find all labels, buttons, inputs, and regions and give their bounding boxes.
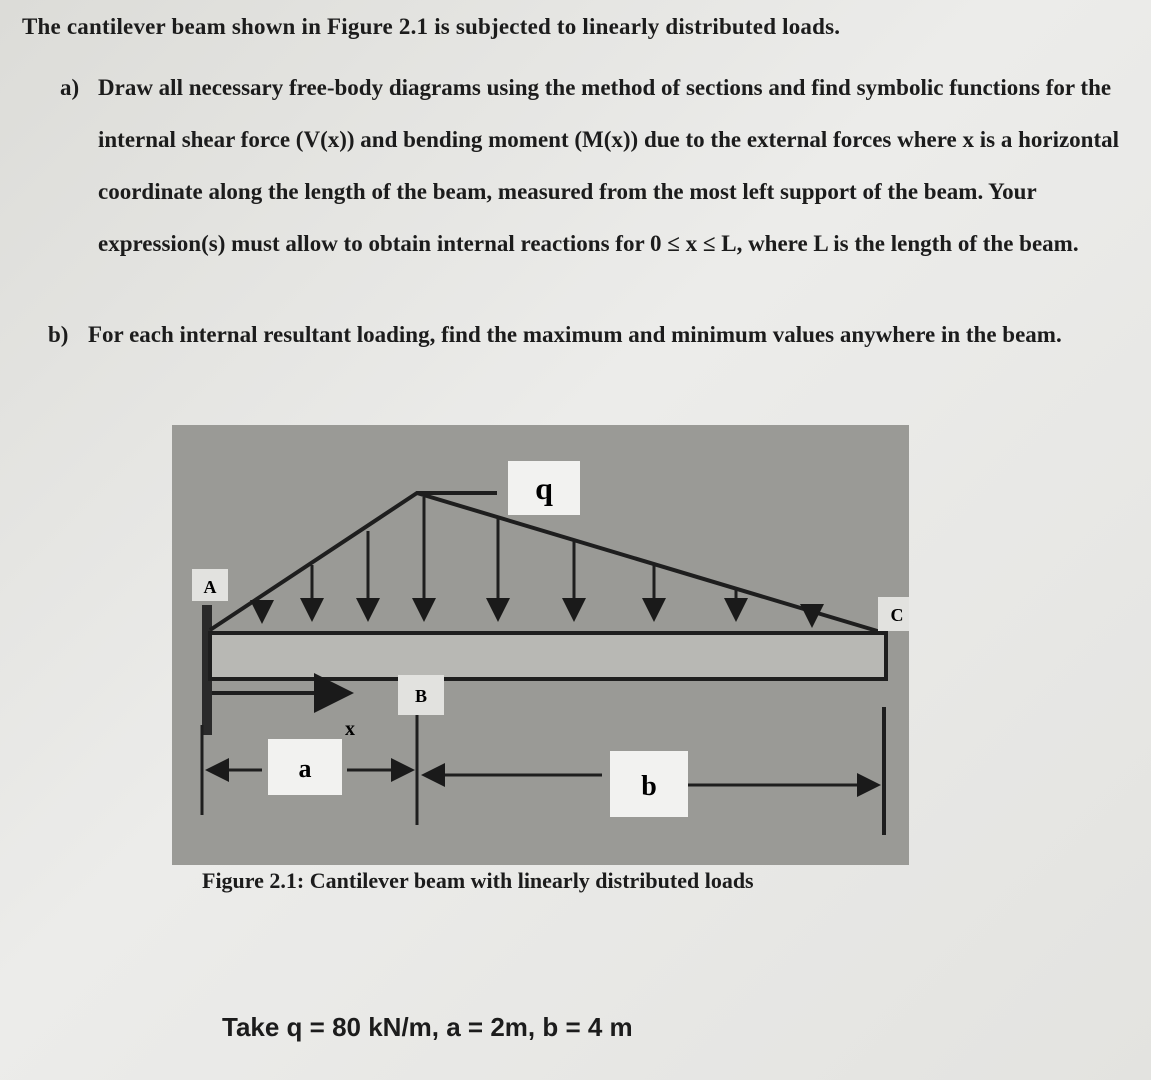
part-b-text: For each internal resultant loading, find the maximum and minimum values anywhere in the beam. [88,322,1062,347]
dim-a-label: a [298,754,312,783]
figure-caption: Figure 2.1: Cantilever beam with linearly distributed loads [202,868,754,893]
point-c-label: C [890,605,904,625]
part-b [48,318,1138,352]
point-b-label: B [414,686,428,706]
load-label: q [535,470,553,506]
given-values: Take q = 80 kN/m, a = 2m, b = 4 m [222,1012,633,1042]
beam-figure [172,425,909,865]
part-a-marker: a) [60,75,80,100]
load-outline-left [210,493,497,630]
beam-diagram [172,425,909,865]
beam [210,633,886,679]
part-a [60,62,1140,256]
load-outline-right [417,493,884,633]
dim-b-label: b [641,771,657,802]
part-a-text: Draw all necessary free-body diagrams using the method of sections and find symbolic functions for the internal shear force (V(x)) and bending moment (M(x)) due to the external forces where x is a horizontal coordinate along the length of the beam, measured from the most left support of the beam. Your expression(s) must allow to obtain internal reactions for 0 ≤ x ≤ L, where L is the length of the beam. [98,75,1120,256]
point-a-label: A [203,577,217,597]
load-arrows [262,497,812,625]
problem-intro: The cantilever beam shown in Figure 2.1 is subjected to linearly distributed loads. [22,14,841,39]
x-coordinate-label: x [345,718,355,740]
part-b-marker: b) [48,322,69,347]
